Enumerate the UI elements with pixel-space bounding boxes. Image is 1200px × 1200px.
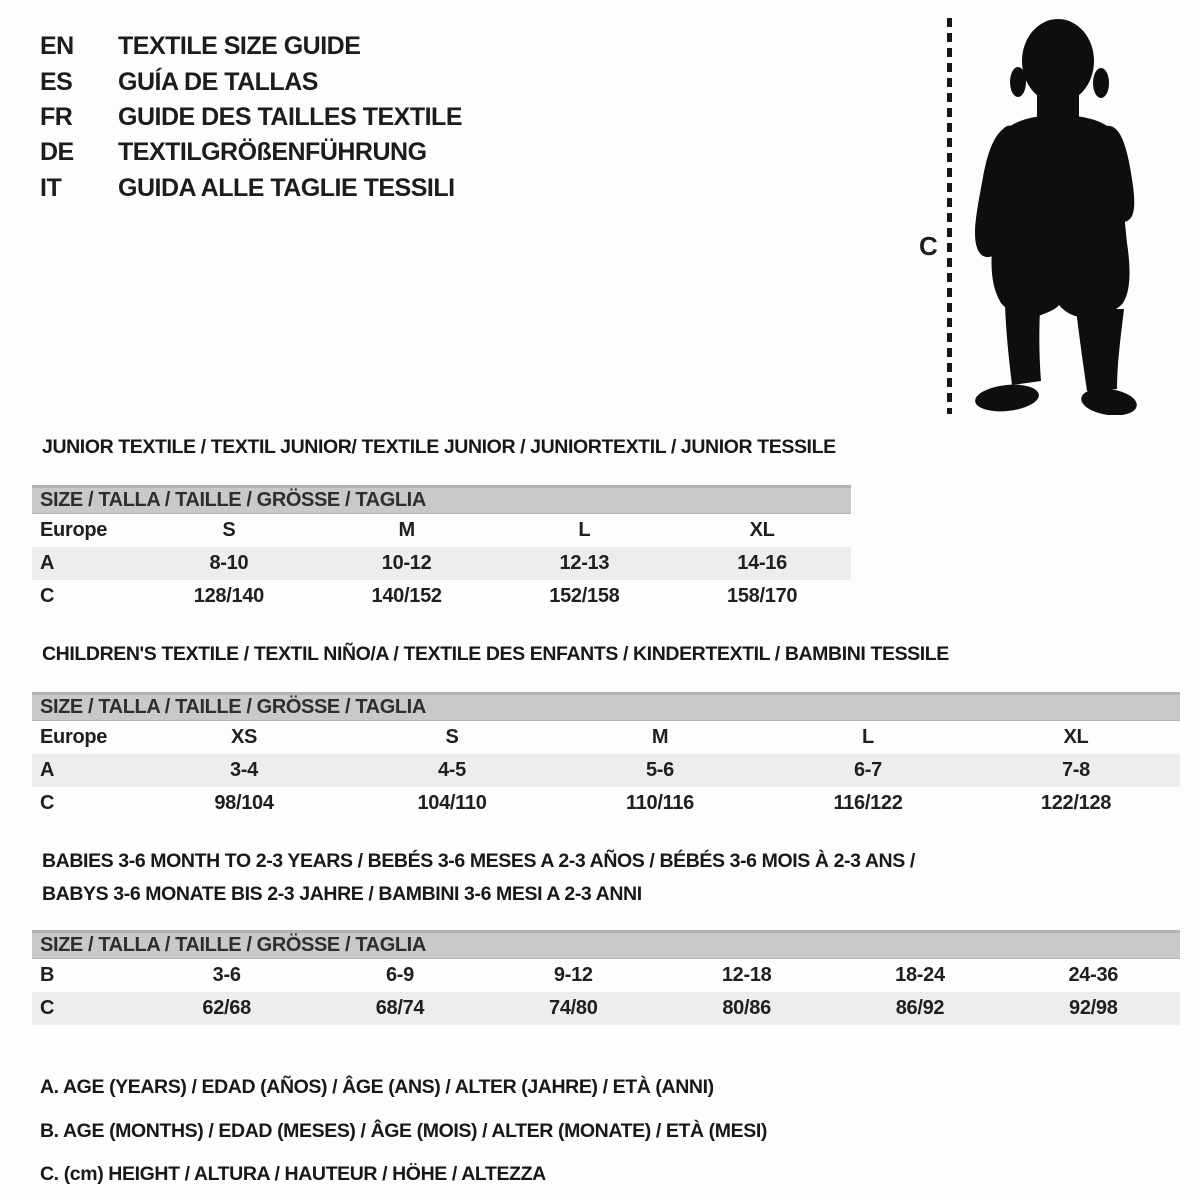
language-code: DE (40, 138, 74, 167)
table-cell: 86/92 (895, 997, 945, 1019)
section-title-children: CHILDREN'S TEXTILE / TEXTIL NIÑO/A / TEXTILE DES ENFANTS / KINDERTEXTIL / BAMBINI TESSILE (42, 643, 949, 665)
table-cell: 7-8 (1061, 759, 1090, 781)
language-row-it (40, 171, 462, 206)
table-cell: 8-10 (209, 552, 249, 574)
table-cell: 62/68 (202, 997, 251, 1019)
table-cell: M (651, 726, 669, 748)
language-title: TEXTILE SIZE GUIDE (118, 32, 361, 61)
table-row (32, 580, 851, 613)
row-label: A (40, 552, 55, 574)
language-title-list (40, 29, 462, 206)
table-cell: L (862, 726, 874, 748)
legend-line-a: A. AGE (YEARS) / EDAD (AÑOS) / ÂGE (ANS) / ALTER (JAHRE) / ETÀ (ANNI) (40, 1076, 714, 1099)
measure-legend (40, 1066, 767, 1197)
language-row-de (40, 135, 462, 170)
table-cell: 116/122 (833, 792, 903, 814)
table-cell: 92/98 (1069, 997, 1118, 1019)
row-label: A (40, 759, 55, 781)
table-cell: XS (230, 726, 258, 748)
table-row (32, 547, 851, 580)
table-cell: 5-6 (645, 759, 674, 781)
language-title: GUÍA DE TALLAS (118, 67, 318, 96)
table-row (32, 721, 1180, 754)
table-cell: 12-18 (721, 964, 772, 986)
row-label: C (40, 792, 55, 814)
junior-table-body (32, 514, 851, 613)
table-cell: 152/158 (549, 585, 620, 607)
table-cell: 18-24 (895, 964, 945, 986)
table-cell: 12-13 (559, 552, 610, 574)
table-cell: 122/128 (1040, 792, 1112, 814)
table-cell: 4-5 (437, 759, 466, 781)
table-row (32, 992, 1180, 1025)
table-cell: 80/86 (722, 997, 771, 1019)
table-cell: 10-12 (381, 552, 432, 574)
language-code: EN (40, 32, 74, 61)
children-table-body (32, 721, 1180, 820)
babies-table-body (32, 959, 1180, 1025)
table-cell: 110/116 (626, 792, 694, 814)
table-cell: XL (749, 519, 775, 541)
table-row (32, 787, 1180, 820)
row-label: Europe (40, 519, 108, 541)
toddler-silhouette-icon (975, 15, 1145, 415)
table-row (32, 959, 1180, 992)
language-row-en (40, 29, 462, 64)
table-cell: 3-6 (212, 964, 241, 986)
table-cell: S (222, 519, 236, 541)
table-cell: 6-9 (385, 964, 414, 986)
table-row (32, 514, 851, 547)
height-measure-dashed-line (947, 18, 952, 414)
row-label: Europe (40, 726, 108, 748)
size-header-bar: SIZE / TALLA / TAILLE / GRÖSSE / TAGLIA (32, 692, 1180, 721)
language-code: ES (40, 67, 73, 96)
babies-size-table (32, 930, 1180, 1025)
table-cell: 9-12 (553, 964, 593, 986)
table-cell: 68/74 (375, 997, 425, 1019)
size-header-bar: SIZE / TALLA / TAILLE / GRÖSSE / TAGLIA (32, 485, 851, 514)
table-cell: 3-4 (229, 759, 258, 781)
table-cell: XL (1063, 726, 1089, 748)
table-cell: S (445, 726, 459, 748)
table-cell: 128/140 (193, 585, 264, 607)
legend-line-c: C. (cm) HEIGHT / ALTURA / HAUTEUR / HÖHE / ALTEZZA (40, 1163, 546, 1186)
table-row (32, 754, 1180, 787)
legend-line-b: B. AGE (MONTHS) / EDAD (MESES) / ÂGE (MOIS) / ALTER (MONATE) / ETÀ (MESI) (40, 1119, 767, 1142)
language-row-fr (40, 100, 462, 135)
child-height-figure (905, 15, 1155, 419)
language-code: FR (40, 102, 73, 131)
row-label: C (40, 585, 55, 607)
section-title-babies (42, 845, 915, 911)
table-cell: 140/152 (371, 585, 442, 607)
language-title: TEXTILGRÖßENFÜHRUNG (118, 138, 427, 167)
table-cell: 14-16 (737, 552, 787, 574)
row-label: B (40, 964, 55, 986)
babies-title-line-2: BABYS 3-6 MONATE BIS 2-3 JAHRE / BAMBINI 3-6 MESI A 2-3 ANNI (42, 883, 642, 905)
table-cell: 74/80 (549, 997, 598, 1019)
babies-title-line-1: BABIES 3-6 MONTH TO 2-3 YEARS / BEBÉS 3-6 MESES A 2-3 AÑOS / BÉBÉS 3-6 MOIS À 2-3 ANS / (42, 850, 915, 872)
section-title-junior: JUNIOR TEXTILE / TEXTIL JUNIOR/ TEXTILE JUNIOR / JUNIORTEXTIL / JUNIOR TESSILE (42, 436, 836, 458)
size-header-bar: SIZE / TALLA / TAILLE / GRÖSSE / TAGLIA (32, 930, 1180, 959)
language-title: GUIDE DES TAILLES TEXTILE (118, 102, 463, 131)
table-cell: 104/110 (417, 792, 487, 814)
children-size-table (32, 692, 1180, 820)
table-cell: 158/170 (727, 585, 798, 607)
language-row-es (40, 64, 462, 99)
height-measure-label: C (919, 231, 938, 261)
table-cell: 6-7 (853, 759, 882, 781)
language-code: IT (40, 173, 62, 202)
table-cell: L (578, 519, 591, 541)
language-title: GUIDA ALLE TAGLIE TESSILI (118, 173, 455, 202)
row-label: C (40, 997, 55, 1019)
table-cell: 98/104 (214, 792, 274, 814)
table-cell: 24-36 (1068, 964, 1119, 986)
junior-size-table (32, 485, 851, 613)
table-cell: M (398, 519, 415, 541)
